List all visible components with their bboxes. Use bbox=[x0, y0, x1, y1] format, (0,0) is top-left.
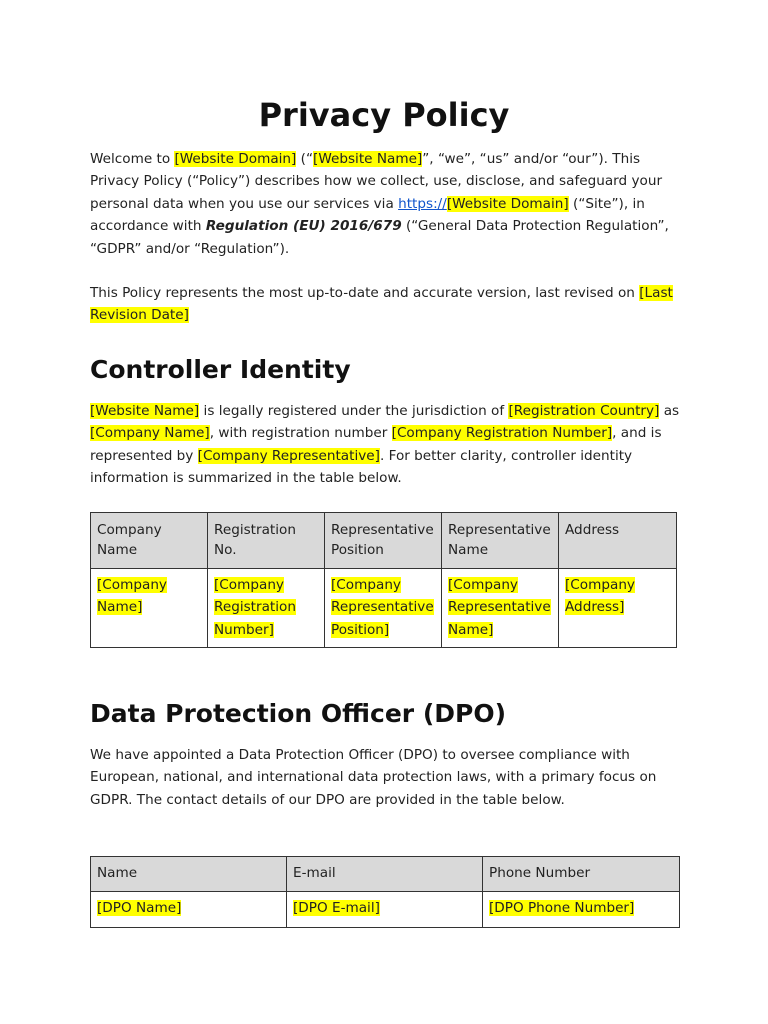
header-name: Name bbox=[91, 857, 287, 892]
controller-text: is legally registered under the jurisdiction of bbox=[199, 403, 509, 419]
table-row bbox=[91, 569, 677, 648]
placeholder-last-revision-date: [Last Revision Date] bbox=[90, 285, 673, 324]
table-cell bbox=[287, 892, 483, 928]
table-cell bbox=[483, 892, 680, 928]
table-cell bbox=[91, 569, 208, 648]
placeholder-company-representative: [Company Representative] bbox=[197, 447, 380, 464]
placeholder-dpo-phone: [DPO Phone Number] bbox=[489, 900, 635, 916]
placeholder-registration-number: [Company Registration Number] bbox=[391, 425, 613, 442]
dpo-paragraph: We have appointed a Data Protection Officer (DPO) to oversee compliance with European, national, and international data protection laws, with a primary focus on GDPR. The contact details of our DPO are provided in the table below. bbox=[90, 747, 657, 808]
placeholder-registration-number: [Company Registration Number] bbox=[214, 577, 296, 638]
header-representative-position: Representative Position bbox=[325, 513, 442, 569]
placeholder-company-address: [Company Address] bbox=[565, 577, 635, 616]
placeholder-website-domain: [Website Domain] bbox=[446, 195, 569, 212]
intro-text: Welcome to bbox=[90, 151, 175, 167]
header-registration-no: Registration No. bbox=[208, 513, 325, 569]
controller-text: as bbox=[659, 403, 680, 419]
table-cell bbox=[91, 892, 287, 928]
header-company-name: Company Name bbox=[91, 513, 208, 569]
placeholder-representative-position: [Company Representative Position] bbox=[331, 577, 434, 638]
header-phone-number: Phone Number bbox=[483, 857, 680, 892]
dpo-table bbox=[90, 856, 680, 928]
table-row bbox=[91, 892, 680, 928]
placeholder-dpo-email: [DPO E-mail] bbox=[293, 900, 380, 916]
revision-text: This Policy represents the most up-to-date and accurate version, last revised on bbox=[90, 285, 640, 301]
revision-paragraph bbox=[90, 282, 682, 327]
page-title: Privacy Policy bbox=[258, 96, 510, 134]
table-header-row bbox=[91, 513, 677, 569]
table-cell bbox=[442, 569, 559, 648]
intro-text: ”, “we”, “us” and/or “our”). This Privacy Policy (“Policy”) describes how we collect, use, disclose, and safeguard your personal data when you use our services via bbox=[90, 151, 663, 212]
regulation-name: Regulation (EU) 2016/679 bbox=[205, 218, 402, 235]
header-address: Address bbox=[559, 513, 677, 569]
placeholder-dpo-name: [DPO Name] bbox=[97, 900, 182, 916]
controller-text: . For better clarity, controller identity information is summarized in the table below. bbox=[90, 447, 633, 487]
placeholder-registration-country: [Registration Country] bbox=[508, 403, 660, 419]
controller-table bbox=[90, 512, 677, 648]
placeholder-website-name: [Website Name] bbox=[90, 403, 200, 419]
intro-text: (“ bbox=[296, 151, 314, 167]
controller-paragraph bbox=[90, 400, 682, 490]
placeholder-website-domain: [Website Domain] bbox=[174, 151, 297, 167]
placeholder-website-name: [Website Name] bbox=[313, 151, 423, 167]
placeholder-company-name: [Company Name] bbox=[90, 425, 210, 442]
site-link[interactable]: https:// bbox=[398, 195, 447, 212]
table-cell bbox=[208, 569, 325, 648]
placeholder-company-name: [Company Name] bbox=[97, 577, 167, 616]
controller-heading: Controller Identity bbox=[90, 355, 351, 384]
header-email: E-mail bbox=[287, 857, 483, 892]
table-cell bbox=[559, 569, 677, 648]
intro-text: (“Site”), in accordance with bbox=[90, 195, 645, 235]
header-representative-name: Representative Name bbox=[442, 513, 559, 569]
intro-paragraph bbox=[90, 148, 682, 260]
dpo-heading: Data Protection Officer (DPO) bbox=[90, 699, 507, 728]
controller-text: , with registration number bbox=[209, 425, 392, 442]
table-cell bbox=[325, 569, 442, 648]
controller-text: , and is represented by bbox=[90, 425, 662, 464]
table-header-row bbox=[91, 857, 680, 892]
placeholder-representative-name: [Company Representative Name] bbox=[448, 577, 551, 638]
intro-text: (“General Data Protection Regulation”, “GDPR” and/or “Regulation”). bbox=[90, 218, 669, 257]
